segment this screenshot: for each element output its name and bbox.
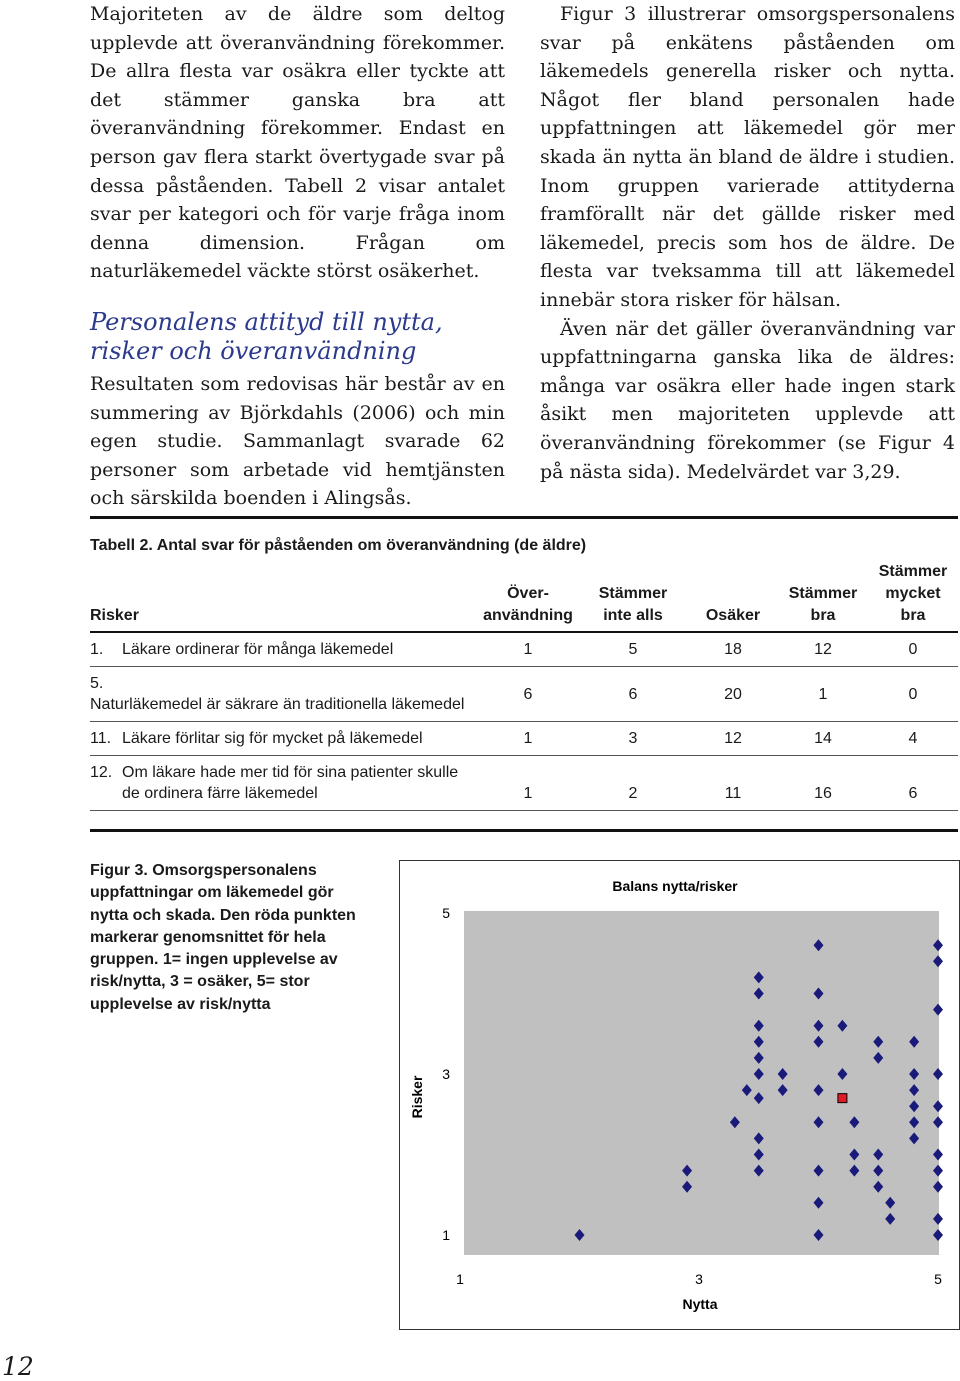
row-value: 1 <box>478 722 578 756</box>
table-row <box>90 667 958 722</box>
results-paragraph: Resultaten som redovisas här består av en summering av Björkdahls (2006) och min egen studie. Sammanlagt svarade 62 personer som arbetade vid hemtjänsten och särskilda boenden i Alingsås. <box>90 372 505 510</box>
table-2 <box>90 537 958 811</box>
page-number: 12 <box>2 1352 34 1381</box>
row-statement <box>90 756 478 811</box>
row-statement <box>90 722 478 756</box>
x-tick-label: 1 <box>456 1271 464 1287</box>
y-tick-label: 5 <box>442 905 450 921</box>
header-overanvandning: Över- användning <box>478 561 578 632</box>
mean-point <box>838 1094 847 1103</box>
row-value: 14 <box>778 722 868 756</box>
row-value: 1 <box>478 632 578 667</box>
table-row <box>90 722 958 756</box>
scatter-chart <box>399 860 960 1330</box>
row-number: 11. <box>90 730 112 747</box>
row-value: 4 <box>868 722 958 756</box>
row-value: 1 <box>478 756 578 811</box>
header-stammer-bra: Stämmer bra <box>778 561 868 632</box>
row-value: 3 <box>578 722 688 756</box>
row-statement-text-cont: de ordinera färre läkemedel <box>122 785 318 802</box>
row-value: 12 <box>688 722 778 756</box>
header-osaker: Osäker <box>688 561 778 632</box>
table-row <box>90 632 958 667</box>
row-statement <box>90 632 478 667</box>
row-number: 12. <box>90 764 113 781</box>
row-value: 12 <box>778 632 868 667</box>
intro-paragraph: Majoriteten av de äldre som deltog upplevde att överanvändning förekommer. De allra flesta var osäkra eller tyckte att det stämmer ganska bra att överanvändning förekommer. Endast en person gav flera starkt övertygade svar på dessa påståenden. Tabell 2 visar antalet svar per kategori och för varje fråga inom denna dimension. Frågan om naturläkemedel väckte störst osäkerhet. <box>90 3 505 283</box>
x-tick-label: 3 <box>695 1271 703 1287</box>
y-tick-label: 1 <box>442 1227 450 1243</box>
row-value: 16 <box>778 756 868 811</box>
row-value: 18 <box>688 632 778 667</box>
table-row <box>90 756 958 811</box>
row-value: 20 <box>688 667 778 722</box>
row-value: 5 <box>578 632 688 667</box>
answers-table <box>90 561 958 811</box>
row-statement-text: Läkare förlitar sig för mycket på läkemedel <box>122 730 423 747</box>
row-value: 6 <box>478 667 578 722</box>
plot-area <box>464 911 939 1255</box>
section-heading: Personalens attityd till nytta, risker och överanvändning <box>90 307 443 365</box>
overuse-paragraph: Även när det gäller överanvändning var uppfattningarna ganska lika de äldres: många var osäkra eller hade ingen stark åsikt men majoriteten upplevde att överanvändning förekommer (se Figur 4 på nästa sida). Medelvärdet var 3,29. <box>540 317 955 483</box>
left-text-column <box>90 0 505 513</box>
table-header-row <box>90 561 958 632</box>
row-statement-text: Naturläkemedel är säkrare än traditionella läkemedel <box>90 696 465 713</box>
figure-top-rule <box>90 829 958 832</box>
figure-discussion-paragraph: Figur 3 illustrerar omsorgspersonalens svar på enkätens påståenden om läkemedels generella risker och nytta. Något fler bland personalen hade uppfattningen att läkemedel gör mer skada än nytta än bland de äldre i studien. Inom gruppen varierade attityderna framförallt när det gällde risker med läkemedel, precis som hos de äldre. De flesta var tveksamma till att läkemedel innebär stora risker för hälsan. <box>540 3 955 311</box>
row-value: 11 <box>688 756 778 811</box>
figure-caption: Figur 3. Omsorgspersonalens uppfattningar om läkemedel gör nytta och skada. Den röda punkten markerar genomsnittet för hela gruppen. 1= ingen upplevelse av risk/nytta, 3 = osäker, 5= stor upplevelse av risk/nytta <box>90 862 356 1013</box>
right-text-column <box>540 0 955 486</box>
y-axis-label: Risker <box>409 1075 425 1119</box>
table-caption: Tabell 2. Antal svar för påståenden om överanvändning (de äldre) <box>90 537 587 554</box>
row-value: 0 <box>868 632 958 667</box>
row-statement <box>90 667 478 722</box>
x-axis-label: Nytta <box>682 1296 718 1312</box>
row-value: 6 <box>578 667 688 722</box>
row-value: 6 <box>868 756 958 811</box>
header-stammer-inte-alls: Stämmer inte alls <box>578 561 688 632</box>
row-statement-text: Läkare ordinerar för många läkemedel <box>122 641 394 658</box>
table-top-rule <box>90 516 958 519</box>
scatter-chart-svg <box>400 861 959 1329</box>
chart-title: Balans nytta/risker <box>612 878 738 894</box>
x-tick-label: 5 <box>934 1271 942 1287</box>
row-number: 5. <box>90 675 104 692</box>
row-value: 2 <box>578 756 688 811</box>
row-statement-text: Om läkare hade mer tid för sina patienter skulle <box>122 764 459 781</box>
row-value: 1 <box>778 667 868 722</box>
row-number: 1. <box>90 641 104 658</box>
header-stammer-mycket-bra: Stämmer mycket bra <box>868 561 958 632</box>
row-value: 0 <box>868 667 958 722</box>
y-tick-label: 3 <box>442 1066 450 1082</box>
header-risker: Risker <box>90 561 478 632</box>
